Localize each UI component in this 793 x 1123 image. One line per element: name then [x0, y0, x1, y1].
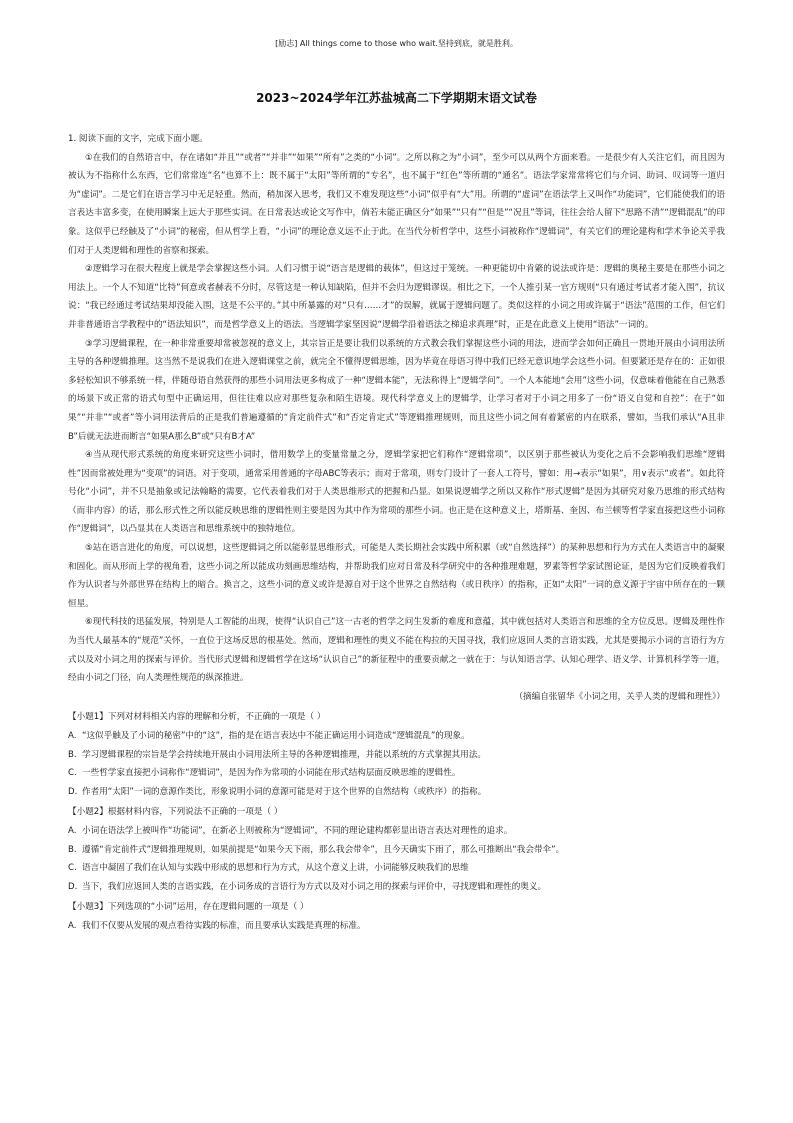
option-a [68, 822, 725, 841]
option-c [68, 764, 725, 783]
option-letter: C. [68, 768, 77, 779]
option-letter: A. [68, 920, 77, 931]
option-letter: C. [68, 863, 77, 874]
option-text: 作者用“太阳”一词的意源作类比，形象说明小词的意源可能是对于这个世界的自然结构（或秩序）的指称。 [82, 786, 487, 797]
option-b [68, 841, 725, 860]
option-text: 学习逻辑课程的宗旨是学会持续地开展由小词用法所主导的各种逻辑推理，并能以系统的方式掌握其用法。 [82, 749, 486, 760]
paragraph-5: ⑤站在语言进化的角度，可以说想，这些逻辑词之所以能彰显思维形式，可能是人类长期社会实践中所积累（或“自然选择”）的某种思想和行为方式在人类语言中的凝聚和固化。而从形而上学的视角看，这些小词之所以能成功刻画思维结构，并帮助我们应对日常及科学研究中的各种推理难题，罗素等哲学家试图论证，是因为它们反映着我们作为认识者与外部世界在结构上的暗合。换言之，这些小词的意义或许是源自对于这个世界之自然结构（或日秩序）的指称，正如“太阳”一词的意义源于宇宙中所存在的一颗恒星。 [68, 543, 725, 609]
header-note: [励志] All things come to those who wait.坚持到底，就是胜利。 [275, 39, 518, 48]
option-a [68, 917, 725, 936]
option-letter: D. [68, 881, 78, 892]
paragraph-1: ①在我们的自然语言中，存在诸如“并且”“或者”“并非”“如果”“所有”之类的“小词”。之所以称之为“小词”，至少可以从两个方面来看。一是很少有人关注它们，而且因为被认为不指称什么东西，它们常常连“名”也算不上：既不属于“太阳”等所谓的“专名”，也不属于“红色”等所谓的“通名”。语法学家常常将它们与介词、助词、叹词等一道归为“虚词”。二是它们在语言学习中无足轻重。然而，稍加深入思考，我们又不难发现这些“小词”似乎有“大”用。所谓的“虚词”在语法学上又叫作“功能词”，它们能使我们的语言表达丰富多变，在使用瞬案上远大于那些实词。在日常表达或论文写作中，倘若未能正确区分“如果”“只有”“但是”“况且”等词，往往会给人留下“思路不清”“逻辑混乱”的印象。这似乎已经触及了“小词”的秘密，但从哲学上看，“小词”的理论意义远不止于此。在当代分析哲学中，这些小词被称作“逻辑词”，有关它们的理论建构和学术争论关乎我们对于人类逻辑和理性的省察和探索。 [68, 152, 725, 256]
option-text: 小词在语法学上被叫作“功能词”，在新必上则被称为“逻辑词”，不同的理论建构都彰显出语言表达对理性的追求。 [82, 825, 513, 836]
instruction: 1. 阅读下面的文字，完成下面小题。 [68, 134, 208, 144]
option-c [68, 859, 725, 878]
option-letter: D. [68, 786, 78, 797]
option-letter: A. [68, 731, 77, 741]
question-1 [68, 708, 725, 801]
option-d [68, 783, 725, 802]
paragraph-2: ②逻辑学习在很大程度上就是学会掌握这些小词。人们习惯于说“语言是逻辑的载体”，但这过于笼统。一种更能切中肯綮的说法或许是：逻辑的奥秘主要是在那些小词之用法上。一个人不知道“比特”何意或者赫表不分时，尽管这是一种认知缺陷，但并不会归为逻辑谬误。相比之下，一个人推引某一官方规则“只有通过考试者才能入围”，抗议说：“我已经通过考试结果却没能入围，这是不公平的。”其中所暴露的对“只有……才”的误解，就属于逻辑问题了。类似这样的小词之用或许属于“语法”范围的工作，但它们并非普通语言学教程中的“语法知识”，而是哲学意义上的语法。当逻辑学家坚因说“逻辑学沿着语法之梯追求真理”时，正是在此意义上使用“语法”一词的。 [68, 264, 725, 330]
option-text: 语言中凝固了我们在认知与实践中形成的思想和行为方式，从这个意义上讲，小词能够反映我们的思维 [82, 863, 469, 874]
option-text: 我们不仅要从发展的观点看待实践的标准，而且要承认实践是真理的标准。 [82, 920, 366, 931]
option-letter: B. [68, 844, 77, 855]
option-d [68, 878, 725, 897]
question-3 [68, 898, 725, 935]
document-body [68, 130, 725, 936]
page-title: 2023~2024学年江苏盐城高二下学期期末语文试卷 [256, 91, 537, 105]
question-2 [68, 803, 725, 896]
option-text: 当下，我们应返回人类的言语实践，在小词务成的言语行为方式以及对小词之用的探索与评价中，寻找逻辑和理性的奥义。 [82, 881, 547, 892]
source-citation: （摘编自张留华《小词之用，关乎人类的逻辑和理性》） [514, 691, 725, 702]
paragraph-6: ⑥现代科技的迅猛发展，特别是人工智能的出现，使得“认识自己”这一古老的哲学之问生发新的难度和意蕴，其中就包括对人类语言和思维的全方位反思。逻辑及理性作为当代人最基本的“规范”关怀，一直位于这场反思的根基处。然而，逻辑和理性的奥义不能在构拉的天国寻找，我们应返回人类的言语实践，尤其是要揭示小词的言语行为方式以及对小词之用的探索与评价。当代形式逻辑和逻辑哲学在这场“认识自己”的新征程中的重要贡献之一就在于：与认知语言学、认知心理学、语义学、计算机科学等一道，经由小词之门径，向人类理性规范的纵深推进。 [68, 617, 725, 684]
option-text: 遵循“肯定前件式”逻辑推理规则，如果前提是“如果今天下雨，那么我会带伞”，且今天确实下雨了，那么可推断出“我会带伞”。 [82, 844, 565, 855]
question-stem: 【小题1】下列对材料相关内容的理解和分析，不正确的一项是（ ） [68, 712, 326, 723]
option-letter: A. [68, 825, 77, 836]
option-b [68, 746, 725, 765]
option-letter: B. [68, 749, 77, 760]
option-a [68, 727, 725, 746]
paragraph-3: ③学习逻辑课程，在一种非常重要却常被忽视的意义上，其宗旨正是要让我们以系统的方式教会我们掌握这些小词的用法，进而学会如何正确且一贯地开展由小词用法所主导的各种逻辑推理。这当然不是说我们在进入逻辑课堂之前，就完全不懂得逻辑思维，因为毕竟在母语习得中我们已经无意识地学会这些小词。但要紧还是存在的：正如很多轻松知识不够系统一样，伴随母语自然获得的那些小词用法更多构成了一种“逻辑本能”，无法称得上“逻辑学问”。一个人本能地“会用”这些小词，仅意味着他能在自己熟悉的场景下或正常的语式句型中正确运用，但往往难以应对那些复杂和陌生语境。现代科学意义上的逻辑学，让学习者对于小词之用多了一份“语义自觉和自控”：在于“如果”“并非”“或者”等小词用法背后的正是我们普遍遵循的“肯定前件式”和“否定肯定式”等逻辑推理规则，而且这些小词之间有着紧密的内在联系，譬如，当我们承认“A且非B”后就无法进而断言“如果A那么B”或“只有B才A” [68, 338, 725, 442]
option-text: 一些哲学家直接把小词称作“逻辑词”，是因为作为常项的小词能在形式结构层面反映思维的逻辑性。 [82, 768, 461, 779]
question-stem: 【小题2】根据材料内容，下列说法不正确的一项是（ ） [68, 807, 283, 818]
paragraph-4: ④当从现代形式系统的角度来研究这些小词时，借用数学上的变量常量之分，逻辑学家把它们称作“逻辑常项”，以区别于那些被认为变化之后不会影响我们思维“逻辑性”因而常被处理为“变项”的词语。对于变项，通常采用普通的字母ABC等表示；而对于常项，则专门设计了一套人工符号，譬如：用→表示“如果”，用∨表示“或者”。如此符号化“小词”，并不只是抽象或记法翰略的需要，它代表着我们对于人类思维形式的把握和凸显。如果说逻辑学之所以又称作“形式逻辑”是因为其研究对象乃思维的形式结构（而非内容）的话，那么形式性之所以能反映思维的逻辑性则主要是因为其中作为常项的那些小词。也正是在这种意义上，塔斯基、奎因、布兰顿等哲学家直接把这些小词称作“逻辑词”，以凸显其在人类语言和思维系统中的独特地位。 [68, 450, 725, 535]
question-stem: 【小题3】下列选项的“小词”运用，存在逻辑问题的一项是（ ） [68, 902, 309, 913]
option-text: “这似乎触及了小词的秘密”中的“这”，指的是在语言表达中不能正确运用小词造成“逻辑混乱”的现象。 [82, 731, 470, 741]
